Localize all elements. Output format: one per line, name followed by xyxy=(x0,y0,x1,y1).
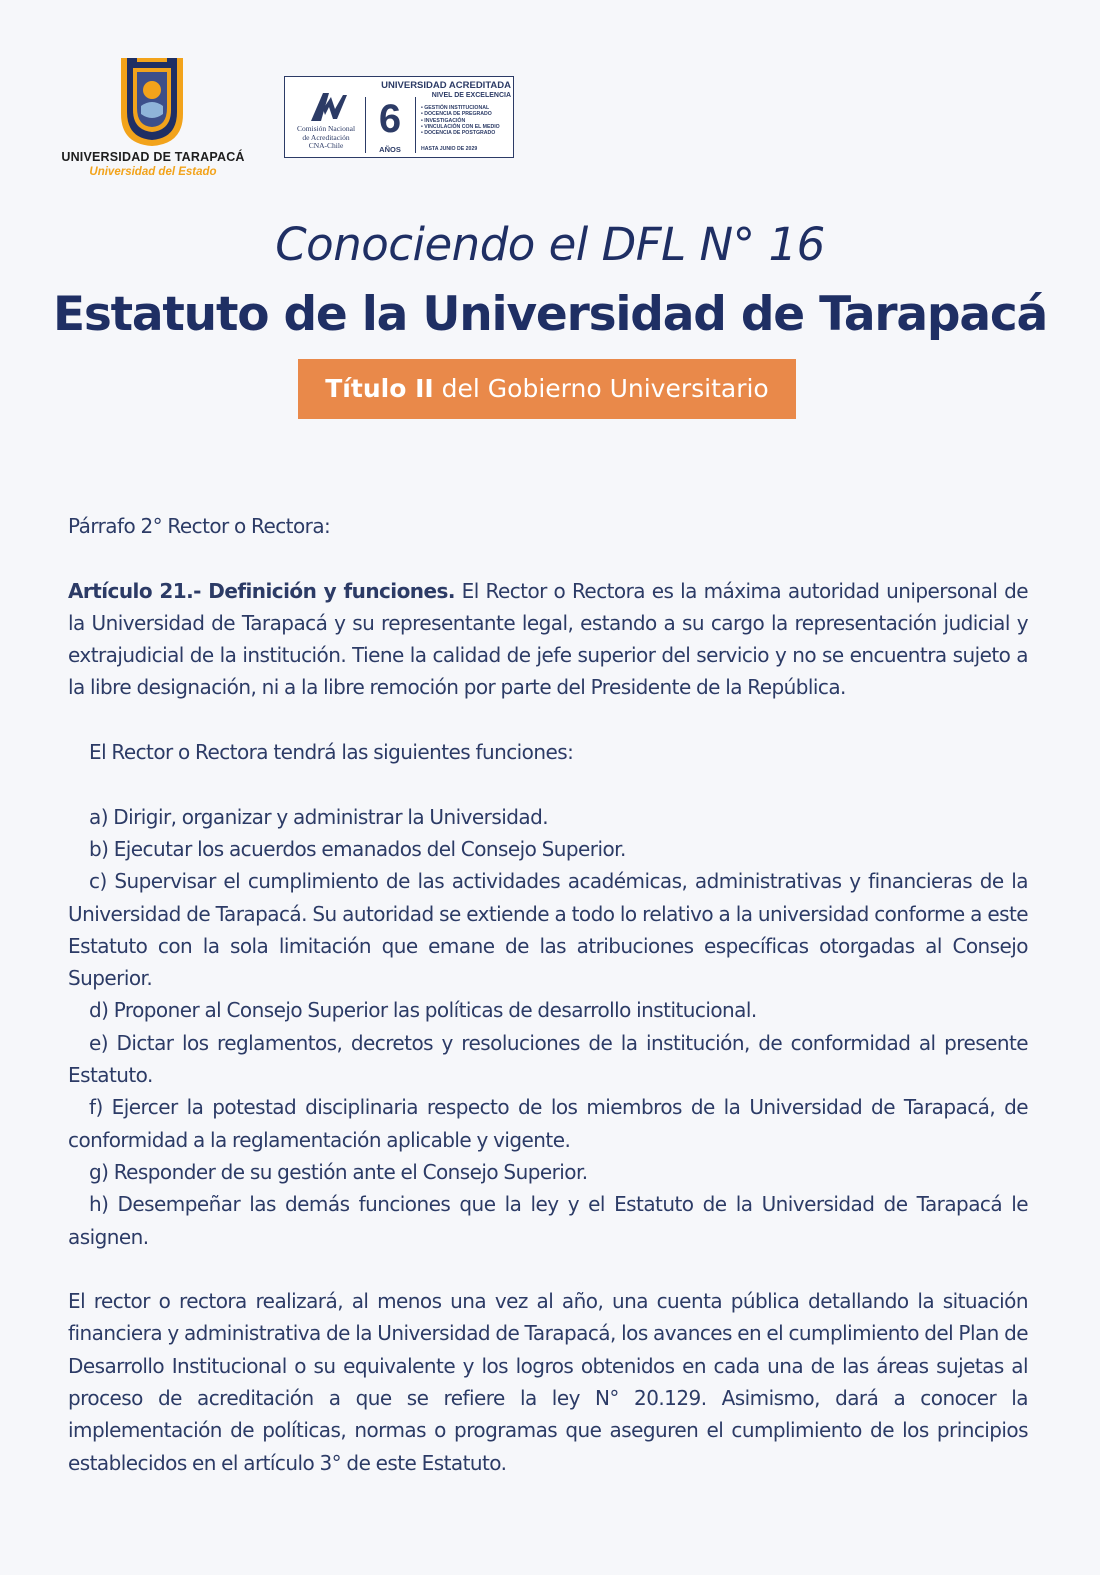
section-banner xyxy=(298,359,796,419)
divider xyxy=(415,97,416,153)
cna-logo xyxy=(287,87,365,157)
cna-mark-icon xyxy=(309,89,349,123)
function-item: e) Dictar los reglamentos, decretos y resoluciones de la institución, de conformidad al presente Estatuto. xyxy=(68,1030,1028,1088)
article-paragraph xyxy=(68,575,1028,704)
accreditation-area: • VINCULACIÓN CON EL MEDIO xyxy=(421,124,500,130)
cna-org-line: Comisión Nacional xyxy=(296,124,356,133)
accreditation-badge xyxy=(284,76,514,158)
function-item: d) Proponer al Consejo Superior las políticas de desarrollo institucional. xyxy=(89,998,757,1023)
cna-org-line: CNA-Chile xyxy=(308,141,344,150)
function-item: c) Supervisar el cumplimiento de las actividades académicas, administrativas y financieras de la Universidad de Tarapacá. Su autoridad se extiende a todo lo relativo a la universidad conforme a este Estatuto con la sola limitación que emane de las atribuciones específicas otorgadas al Consejo Superior. xyxy=(68,869,1028,991)
accreditation-area: • GESTIÓN INSTITUCIONAL xyxy=(421,105,500,111)
banner-text: del Gobierno Universitario xyxy=(433,374,769,403)
banner-bold: Título II xyxy=(325,374,434,403)
university-name: UNIVERSIDAD DE TARAPACÁ xyxy=(61,150,245,164)
function-item: a) Dirigir, organizar y administrar la Universidad. xyxy=(89,804,549,829)
function-item: b) Ejecutar los acuerdos emanados del Consejo Superior. xyxy=(89,836,626,861)
accreditation-area: • DOCENCIA DE POSTGRADO xyxy=(421,130,500,136)
university-shield-icon xyxy=(119,56,185,148)
function-item: g) Responder de su gestión ante el Consejo Superior. xyxy=(89,1159,588,1184)
accreditation-areas xyxy=(421,105,500,136)
accreditation-until: HASTA JUNIO DE 2029 xyxy=(421,146,478,152)
section-heading: Párrafo 2° Rector o Rectora: xyxy=(68,514,331,538)
page-subtitle: Conociendo el DFL N° 16 xyxy=(275,218,825,271)
document-body xyxy=(68,510,1028,1479)
accreditation-title: UNIVERSIDAD ACREDITADA xyxy=(381,80,511,91)
function-item: h) Desempeñar las demás funciones que la ley y el Estatuto de la Universidad de Tarapacá le asignen. xyxy=(68,1192,1028,1249)
cna-org-line: de Acreditación xyxy=(302,132,350,142)
university-logo xyxy=(58,56,248,186)
page-title: Estatuto de la Universidad de Tarapacá xyxy=(52,287,1048,342)
university-subtitle: Universidad del Estado xyxy=(89,166,217,178)
divider xyxy=(365,97,366,153)
article-title: Artículo 21.- Definición y funciones. xyxy=(68,578,455,603)
accreditation-level: NIVEL DE EXCELENCIA xyxy=(431,92,511,99)
accreditation-area: • INVESTIGACIÓN xyxy=(421,118,500,124)
cna-org-name xyxy=(287,125,365,151)
functions-intro: El Rector o Rectora tendrá las siguientes funciones: xyxy=(89,740,574,765)
accreditation-years-label: AÑOS xyxy=(379,145,401,154)
accreditation-area: • DOCENCIA DE PREGRADO xyxy=(421,111,500,117)
closing-paragraph: El rector o rectora realizará, al menos una vez al año, una cuenta pública detallando la situación financiera y administrativa de la Universidad de Tarapacá, los avances en el cumplimiento del Plan de Desarrollo Institucional o su equivalente y los logros obtenidos en cada una de las áreas sujetas al proceso de acreditación a que se refiere la ley N° 20.129. Asimismo, dará a conocer la implementación de políticas, normas o programas que aseguren el cumplimiento de los principios establecidos en el artículo 3° de este Estatuto. xyxy=(68,1289,1028,1475)
article-text: El Rector o Rectora es la máxima autoridad unipersonal de la Universidad de Tarapacá y su representante legal, estando a su cargo la representación judicial y extrajudicial de la institución. Tiene la calidad de jefe superior del servicio y no se encuentra sujeto a la libre designación, ni a la libre remoción por parte del Presidente de la República. xyxy=(68,578,1028,700)
function-item: f) Ejercer la potestad disciplinaria respecto de los miembros de la Universidad de Tarapacá, de conformidad a la reglamentación aplicable y vigente. xyxy=(68,1095,1028,1152)
accreditation-years: 6 xyxy=(378,97,402,141)
